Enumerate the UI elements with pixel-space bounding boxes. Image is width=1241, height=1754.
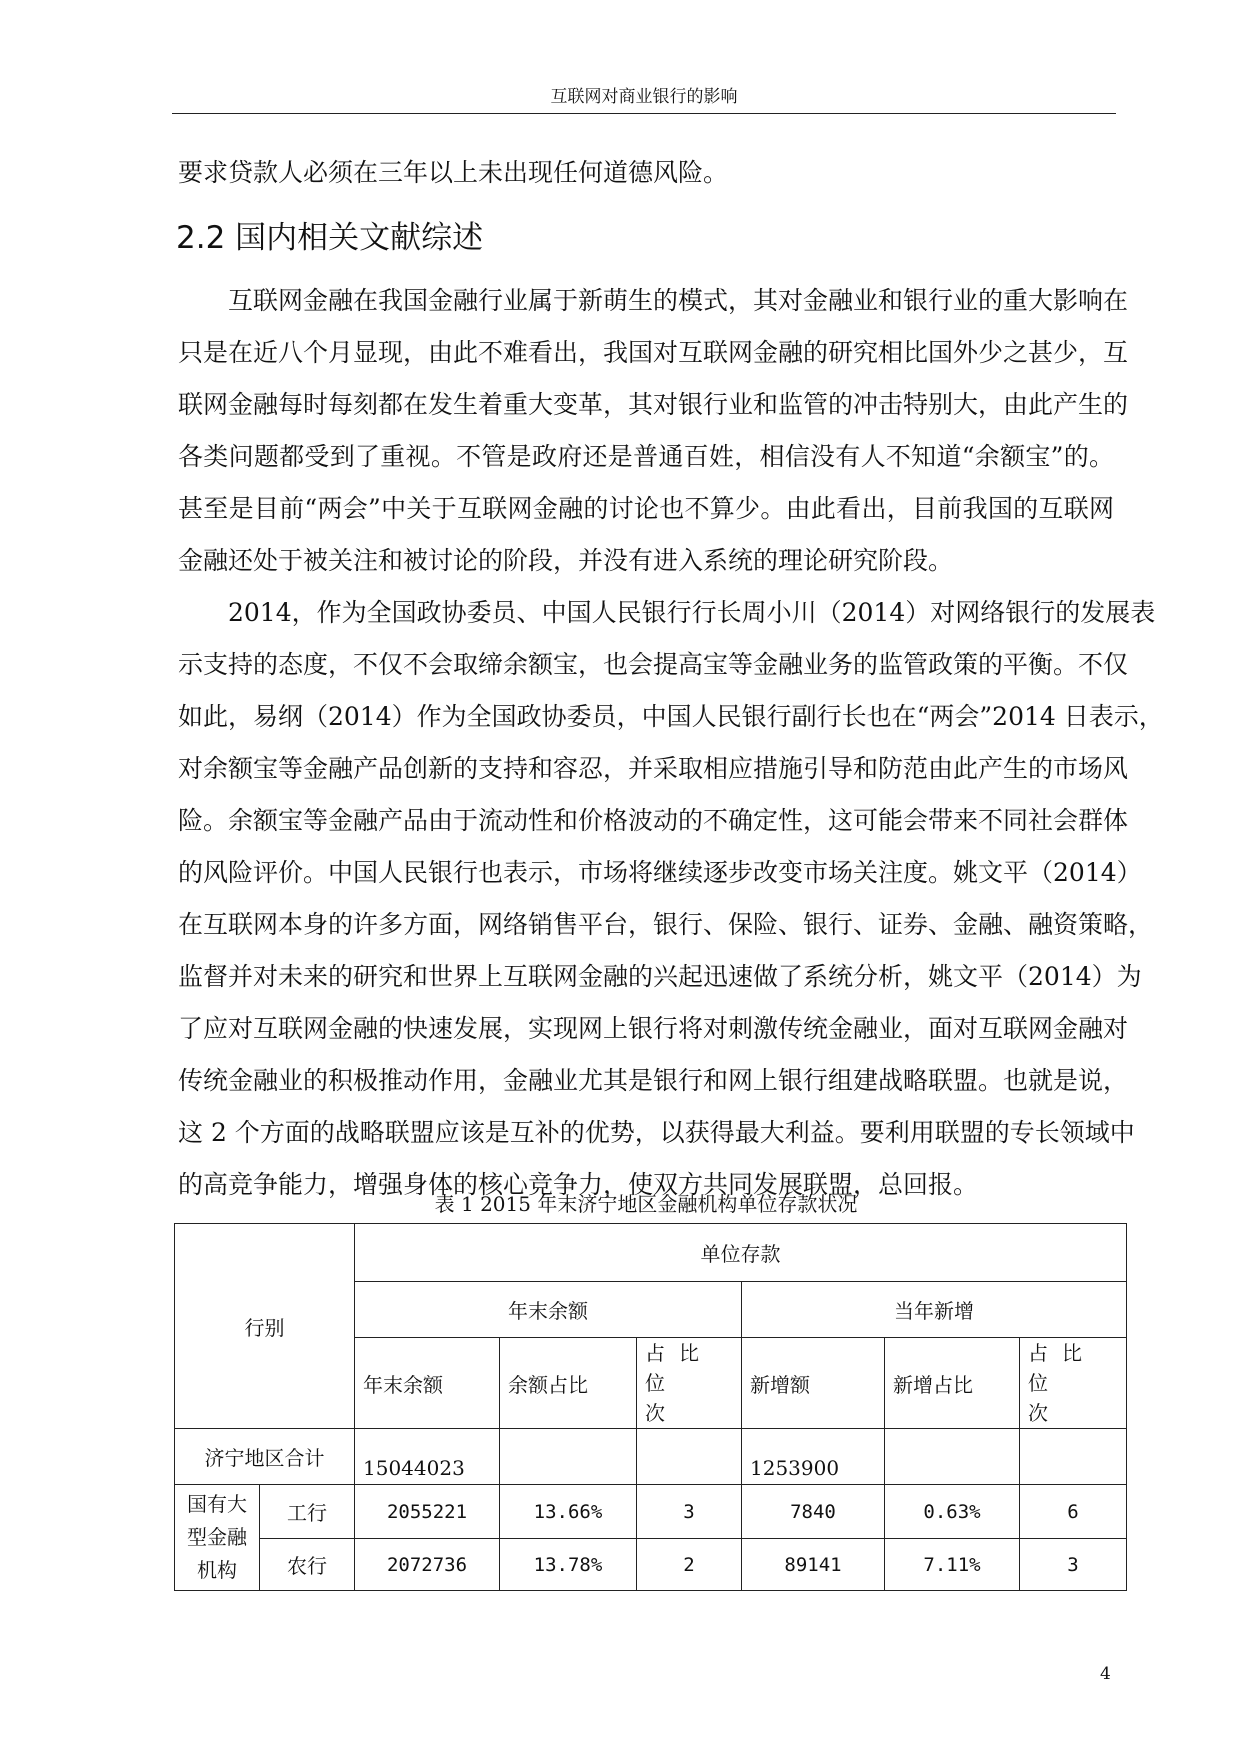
group-label	[175, 1485, 260, 1591]
paragraph-line: 只是在近八个月显现，由此不难看出，我国对互联网金融的研究相比国外少之甚少，互	[178, 338, 1129, 367]
paragraph-line: 了应对互联网金融的快速发展，实现网上银行将对刺激传统金融业，面对互联网金融对	[178, 1014, 1129, 1043]
group-label-line: 国有大	[187, 1492, 247, 1516]
bank-rank: 2	[637, 1539, 742, 1591]
paragraph-line: 各类问题都受到了重视。不管是政府还是普通百姓，相信没有人不知道“余额宝”的。	[178, 442, 1114, 471]
paragraph-line: 对余额宝等金融产品创新的支持和容忍，并采取相应措施引导和防范由此产生的市场风	[178, 754, 1129, 783]
total-balance-share	[500, 1429, 637, 1485]
rank-line-1: 占比位	[1028, 1341, 1096, 1395]
bank-new-amount: 7840	[742, 1485, 885, 1539]
bank-new-amount: 89141	[742, 1539, 885, 1591]
paragraph-line: 2014，作为全国政协委员、中国人民银行行长周小川（2014）对网络银行的发展表	[228, 598, 1156, 627]
paragraph-line: 联网金融每时每刻都在发生着重大变革，其对银行业和监管的冲击特别大，由此产生的	[178, 390, 1129, 419]
bank-name: 工行	[260, 1485, 355, 1539]
header-year-end-balance: 年末余额	[355, 1282, 742, 1338]
deposit-table	[174, 1223, 1127, 1591]
page-number: 4	[1100, 1664, 1111, 1684]
bank-new-rank: 6	[1020, 1485, 1127, 1539]
total-new-share	[885, 1429, 1020, 1485]
paragraph-line: 金融还处于被关注和被讨论的阶段，并没有进入系统的理论研究阶段。	[178, 546, 954, 575]
bank-balance-share: 13.66%	[500, 1485, 637, 1539]
paragraph-line: 互联网金融在我国金融行业属于新萌生的模式，其对金融业和银行业的重大影响在	[228, 286, 1129, 315]
sub-header-balance: 年末余额	[355, 1338, 500, 1429]
total-rank	[637, 1429, 742, 1485]
table-caption: 表 1 2015 年末济宁地区金融机构单位存款状况	[434, 1192, 858, 1216]
paragraph-line: 如此，易纲（2014）作为全国政协委员，中国人民银行副行长也在“两会”2014 日表示，	[178, 702, 1164, 731]
header-rule	[172, 113, 1116, 114]
header-unit-deposit: 单位存款	[355, 1224, 1127, 1282]
paragraph-line: 在互联网本身的许多方面，网络销售平台，银行、保险、银行、证券、金融、融资策略，	[178, 910, 1154, 939]
paragraph-line: 的高竞争能力，增强身体的核心竞争力，使双方共同发展联盟，总回报。	[178, 1170, 979, 1199]
bank-balance: 2072736	[355, 1539, 500, 1591]
header-new-this-year: 当年新增	[742, 1282, 1127, 1338]
rank-line-2: 次	[1028, 1401, 1048, 1425]
sub-header-rank	[637, 1338, 742, 1429]
bank-rank: 3	[637, 1485, 742, 1539]
bank-balance-share: 13.78%	[500, 1539, 637, 1591]
paragraph-line: 示支持的态度，不仅不会取缔余额宝，也会提高宝等金融业务的监管政策的平衡。不仅	[178, 650, 1129, 679]
bank-balance: 2055221	[355, 1485, 500, 1539]
section-heading: 2.2 国内相关文献综述	[176, 220, 484, 256]
sub-header-new-share: 新增占比	[885, 1338, 1020, 1429]
total-balance: 15044023	[355, 1429, 500, 1485]
sub-header-new-rank	[1020, 1338, 1127, 1429]
total-new-rank	[1020, 1429, 1127, 1485]
group-label-line: 型金融	[187, 1525, 247, 1549]
sub-header-new-amount: 新增额	[742, 1338, 885, 1429]
paragraph-line: 的风险评价。中国人民银行也表示，市场将继续逐步改变市场关注度。姚文平（2014）	[178, 858, 1142, 887]
page-header: 互联网对商业银行的影响	[550, 87, 738, 107]
total-new-amount: 1253900	[742, 1429, 885, 1485]
bank-new-rank: 3	[1020, 1539, 1127, 1591]
paragraph-line: 这 2 个方面的战略联盟应该是互补的优势，以获得最大利益。要利用联盟的专长领域中	[178, 1118, 1135, 1147]
sub-header-balance-share: 余额占比	[500, 1338, 637, 1429]
total-label: 济宁地区合计	[175, 1429, 355, 1485]
bank-new-share: 0.63%	[885, 1485, 1020, 1539]
paragraph-line: 甚至是目前“两会”中关于互联网金融的讨论也不算少。由此看出，目前我国的互联网	[178, 494, 1114, 523]
bank-new-share: 7.11%	[885, 1539, 1020, 1591]
paragraph-line: 传统金融业的积极推动作用，金融业尤其是银行和网上银行组建战略联盟。也就是说，	[178, 1066, 1129, 1095]
rank-line-1: 占比位	[645, 1341, 713, 1395]
rank-line-2: 次	[645, 1401, 665, 1425]
group-label-line: 机构	[197, 1558, 237, 1582]
bank-name: 农行	[260, 1539, 355, 1591]
paragraph-line: 监督并对未来的研究和世界上互联网金融的兴起迅速做了系统分析，姚文平（2014）为	[178, 962, 1142, 991]
intro-line: 要求贷款人必须在三年以上未出现任何道德风险。	[178, 158, 729, 187]
header-industry: 行别	[175, 1224, 355, 1429]
paragraph-line: 险。余额宝等金融产品由于流动性和价格波动的不确定性，这可能会带来不同社会群体	[178, 806, 1129, 835]
